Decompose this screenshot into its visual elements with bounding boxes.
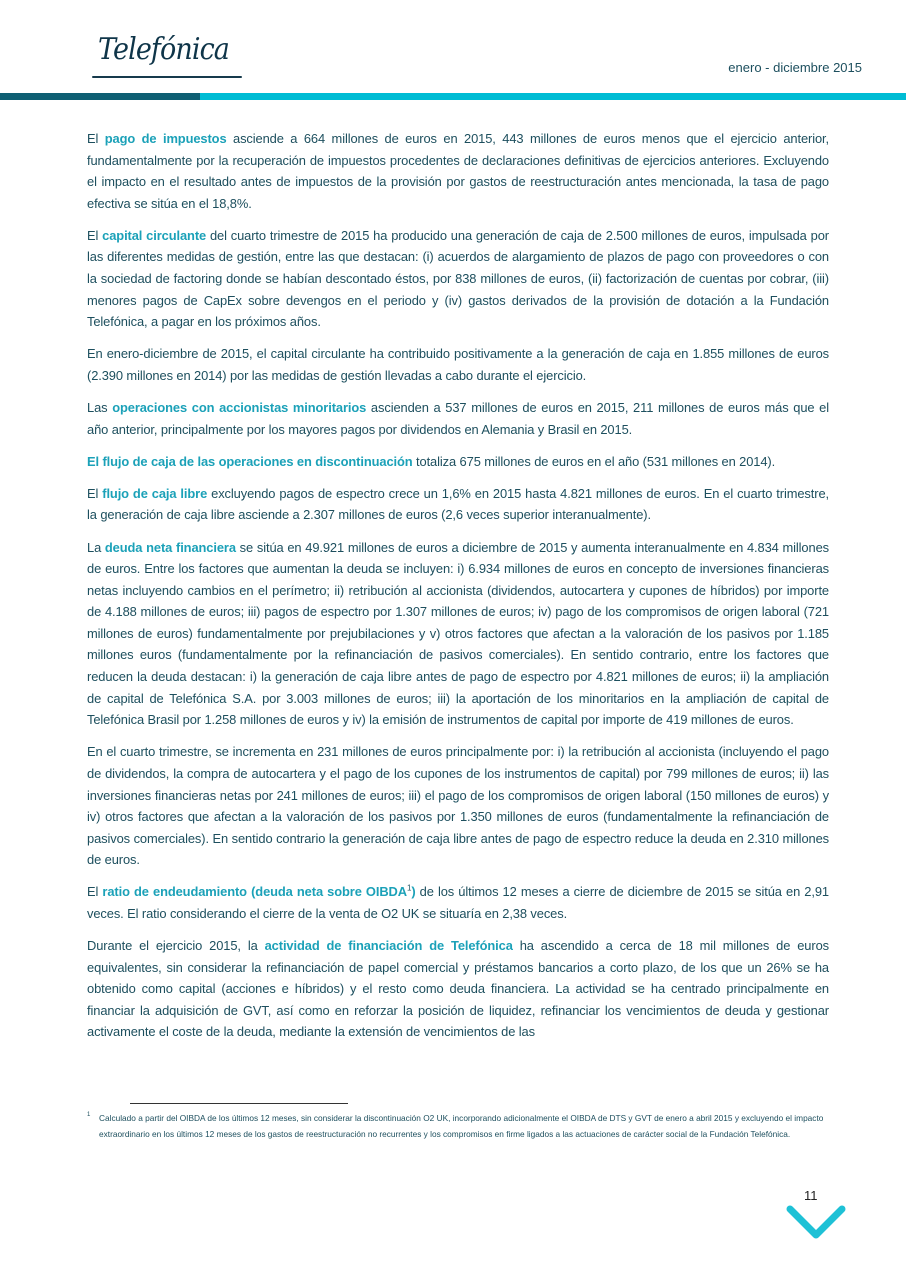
logo-text: Telefónica — [98, 32, 230, 67]
footnote-ref: 1 — [406, 884, 412, 894]
text-run: del cuarto trimestre de 2015 ha producido una generación de caja de 2.500 millones de euros, impulsada por las diferentes medidas de gestión, entre las que destacan: (i) acuerdos de alargamiento de plazos de pago con proveedores o con la sociedad de factoring donde se habían descontado éstos, por 838 millones de euros, (ii) factorización de cuentas por cobrar, (iii) menores pagos de CapEx sobre devengos en el periodo y (iv) gastos derivados de la provisión de dotación a la Fundación Telefónica, a pagar en los próximos años. — [87, 227, 829, 330]
text-run: Durante el ejercicio 2015, la — [87, 938, 265, 954]
telefonica-logo — [92, 30, 242, 80]
header-band-dark — [0, 93, 200, 100]
text-run: En enero-diciembre de 2015, el capital circulante ha contribuido positivamente a la generación de caja en 1.855 millones de euros (2.390 millones en 2014) por las medidas de gestión llevadas a cabo durante el ejercicio. — [87, 346, 829, 383]
highlight-term: ratio de endeudamiento (deuda neta sobre OIBDA — [102, 884, 407, 900]
paragraph — [87, 881, 829, 924]
footnote-divider — [130, 1103, 348, 1104]
paragraph — [87, 343, 829, 386]
paragraph — [87, 935, 829, 1043]
highlight-term: pago de impuestos — [104, 131, 227, 146]
text-run: totaliza 675 millones de euros en el año (531 millones en 2014). — [412, 453, 776, 469]
text-run: ascienden a 537 millones de euros en 2015, 211 millones de euros más que el año anterior, principalmente por los mayores pagos por dividendos en Alemania y Brasil en 2015. — [87, 400, 830, 437]
header-band-light — [200, 93, 906, 100]
text-run: En el cuarto trimestre, se incrementa en 231 millones de euros principalmente por: i) la retribución al accionista (incluyendo el pago de dividendos, la compra de autocartera y el pago de los cupones de los instrumentos de capital) por 799 millones de euros; ii) las inversiones financieras netas por 241 millones de euros; iii) el pago de los compromisos de origen laboral (150 millones de euros) y iv) otros factores que afectan a la valoración de los pasivos por 1.350 millones de euros (fundamentalmente la refinanciación de pasivos comerciales). En sentido contrario la generación de caja libre antes de pago de espectro reduce la deuda en 2.310 millones de euros. — [87, 744, 829, 868]
text-run: El — [87, 227, 103, 243]
highlight-term: deuda neta financiera — [104, 539, 236, 555]
footnote-mark: 1 — [87, 1112, 91, 1118]
chevron-down-icon[interactable] — [785, 1204, 847, 1242]
paragraph — [87, 483, 829, 526]
highlight-term: capital circulante — [102, 227, 207, 243]
paragraph — [87, 537, 829, 731]
footnote — [87, 1110, 829, 1142]
paragraph — [87, 128, 829, 214]
text-run: La — [87, 539, 105, 555]
highlight-term: ) — [411, 884, 416, 900]
text-run: asciende a 664 millones de euros en 2015, 443 millones de euros menos que el ejercicio anterior, fundamentalmente por la recuperación de impuestos procedentes de declaraciones definitivas de ejercicios anteriores. Excluyendo el impacto en el resultado antes de impuestos de la provisión por gastos de reestructuración antes mencionada, la tasa de pago efectiva se sitúa en el 18,8%. — [87, 131, 830, 211]
logo-underline — [92, 76, 242, 78]
page-number: 11 — [804, 1188, 818, 1203]
highlight-term: actividad de financiación de Telefónica — [264, 938, 513, 954]
paragraph — [87, 397, 829, 440]
body-text — [87, 128, 829, 1054]
text-run: se sitúa en 49.921 millones de euros a diciembre de 2015 y aumenta interanualmente en 4.834 millones de euros. Entre los factores que aumentan la deuda se incluyen: i) 6.934 millones de euros en concepto de inversiones financieras netas incluyendo cambios en el perímetro; ii) retribución al accionista (dividendos, autocartera y cupones de híbridos) por importe de 4.188 millones de euros; iii) pagos de espectro por 1.307 millones de euros; iv) pago de los compromisos de origen laboral (721 millones de euros) fundamentalmente por prejubilaciones y v) otros factores que afectan a la valoración de los pasivos por 1.185 millones euros (fundamentalmente por la refinanciación de pasivos comerciales). En sentido contrario, entre los factores que reducen la deuda destacan: i) la generación de caja libre antes de pago de espectro por 4.821 millones de euros; ii) la ampliación de capital de Telefónica S.A. por 3.003 millones de euros; iii) la aportación de los minoritarios en la ampliación de capital de Telefónica Brasil por 1.258 millones de euros y iv) la emisión de instrumentos de capital por importe de 419 millones de euros. — [87, 539, 829, 728]
text-run: de los últimos 12 meses a cierre de diciembre de 2015 se sitúa en 2,91 veces. El ratio considerando el cierre de la venta de O2 UK se situaría en 2,38 veces. — [87, 884, 830, 921]
highlight-term: operaciones con accionistas minoritarios — [112, 400, 367, 416]
paragraph — [87, 225, 829, 333]
text-run: excluyendo pagos de espectro crece un 1,6% en 2015 hasta 4.821 millones de euros. En el cuarto trimestre, la generación de caja libre asciende a 2.307 millones de euros (2,6 veces superior interanualmente). — [87, 485, 829, 523]
highlight-term: El flujo de caja de las operaciones en discontinuación — [87, 453, 413, 469]
footnote-text: Calculado a partir del OIBDA de los últimos 12 meses, sin considerar la discontinuación O2 UK, incorporando adicionalmente el OIBDA de DTS y GVT de enero a abril 2015 y excluyendo el impacto extraordinario en los últimos 12 meses de los gastos de reestructuración no recurrentes y los compromisos en firme ligados a las actuaciones de carácter social de la Fundación Telefónica. — [99, 1113, 824, 1139]
text-run: ha ascendido a cerca de 18 mil millones de euros equivalentes, sin considerar la refinanciación de papel comercial y préstamos bancarios a corto plazo, de los que un 26% se ha obtenido como capital (acciones e híbridos) y el resto como deuda financiera. La actividad se ha centrado principalmente en financiar la adquisición de GVT, así como en reforzar la posición de liquidez, refinanciar los vencimientos de deuda y gestionar activamente el coste de la deuda, mediante la extensión de vencimientos de las — [87, 938, 829, 1040]
highlight-term: flujo de caja libre — [102, 485, 208, 501]
paragraph — [87, 451, 829, 473]
text-run: Las — [87, 400, 113, 416]
paragraph — [87, 741, 829, 871]
report-period: enero - diciembre 2015 — [728, 60, 862, 75]
text-run: El — [87, 131, 105, 146]
text-run: El — [87, 485, 103, 501]
text-run: El — [87, 884, 103, 900]
